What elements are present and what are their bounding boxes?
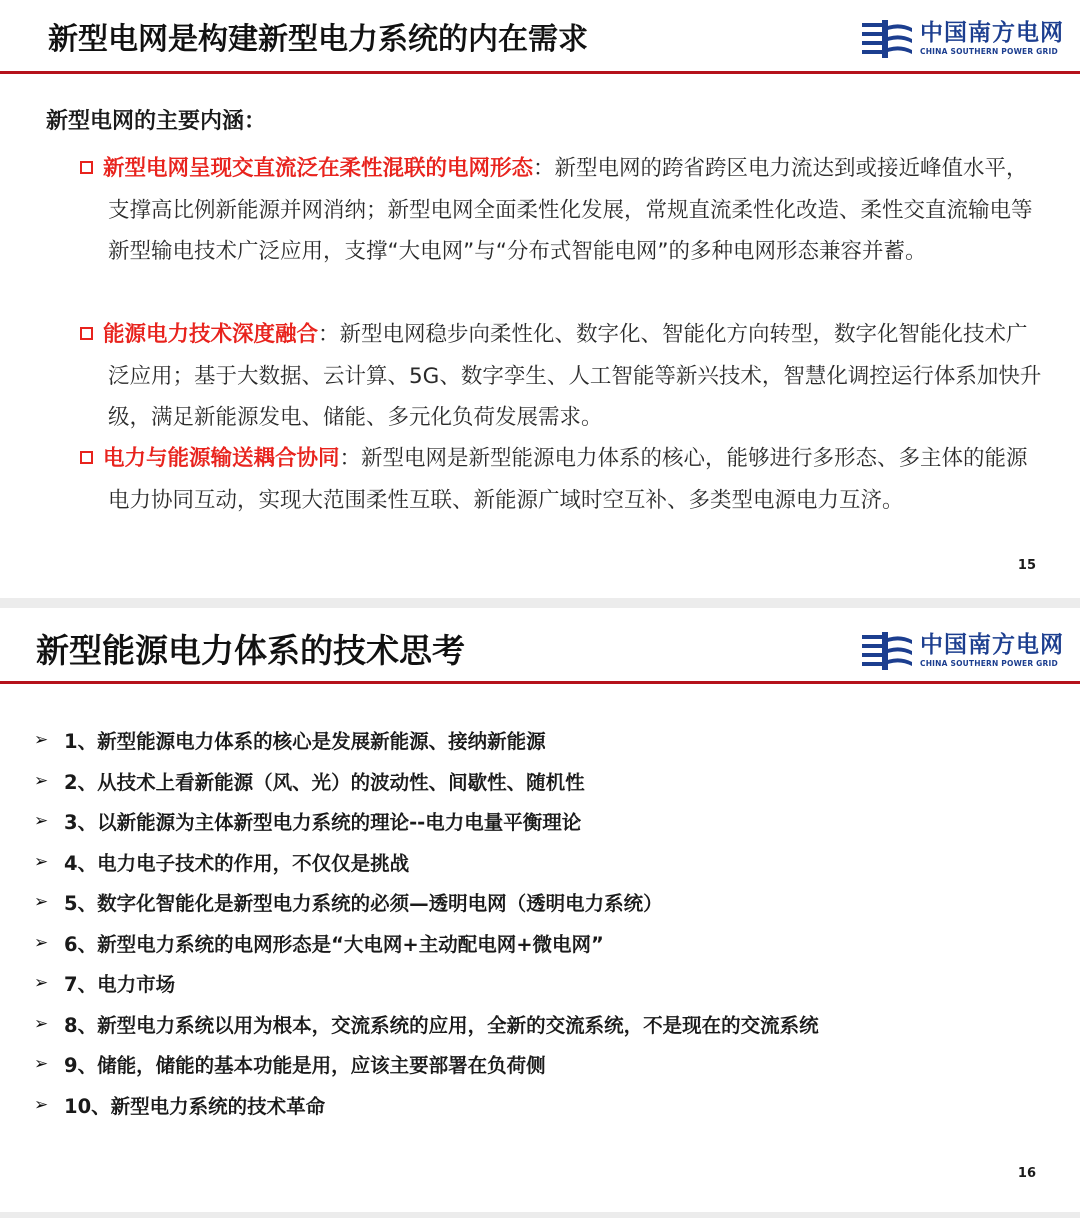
arrow-bullet-icon: ➢ xyxy=(34,1054,49,1075)
list-item-text: 3、以新能源为主体新型电力系统的理论--电力电量平衡理论 xyxy=(64,811,582,835)
point-text: ：新型电网的跨省跨区电力流达到或接近峰值水平，支撑高比例新能源并网消纳；新型电网全面柔性化发展，常规直流柔性化改造、柔性交直流输电等新型输电技术广泛应用，支撑“大电网”与“分布式智能电网”的多种电网形态兼容并蓄。 xyxy=(108,156,1033,264)
arrow-bullet-icon: ➢ xyxy=(34,932,49,953)
list-item-text: 4、电力电子技术的作用，不仅仅是挑战 xyxy=(64,851,410,875)
logo-en-text: CHINA SOUTHERN POWER GRID xyxy=(920,47,1058,57)
slide-title: 新型能源电力体系的技术思考 xyxy=(36,630,465,670)
logo-cn-text: 中国南方电网 xyxy=(920,632,1064,659)
slide-15 xyxy=(0,0,1080,598)
list-item xyxy=(34,1004,819,1045)
arrow-bullet-icon: ➢ xyxy=(34,811,49,832)
list-item-text: 5、数字化智能化是新型电力系统的必须—透明电网（透明电力系统） xyxy=(64,892,663,916)
section-subtitle: 新型电网的主要内涵： xyxy=(46,109,267,134)
list-item xyxy=(34,1085,819,1126)
list-item-text: 6、新型电力系统的电网形态是“大电网+主动配电网+微电网” xyxy=(64,932,604,956)
arrow-bullet-icon: ➢ xyxy=(34,730,49,751)
list-item xyxy=(34,882,819,923)
arrow-bullet-icon: ➢ xyxy=(34,1013,49,1034)
list-item xyxy=(34,761,819,802)
list-item-text: 7、电力市场 xyxy=(64,973,176,997)
checkbox-bullet-icon xyxy=(80,327,93,340)
arrow-bullet-icon: ➢ xyxy=(34,770,49,791)
point-text: ：新型电网稳步向柔性化、数字化、智能化方向转型，数字化智能化技术广泛应用；基于大数据、云计算、5G、数字孪生、人工智能等新兴技术，智慧化调控运行体系加快升级，满足新能源发电、储能、多元化负荷发展需求。 xyxy=(108,322,1042,430)
list-item-text: 1、新型能源电力体系的核心是发展新能源、接纳新能源 xyxy=(64,730,546,754)
logo-en-text: CHINA SOUTHERN POWER GRID xyxy=(920,659,1058,669)
company-logo xyxy=(862,20,1064,58)
list-item xyxy=(34,923,819,964)
list-item xyxy=(34,801,819,842)
point-text: ：新型电网是新型能源电力体系的核心，能够进行多形态、多主体的能源电力协同互动，实现大范围柔性互联、新能源广域时空互补、多类型电源电力互济。 xyxy=(108,446,1028,513)
power-grid-logo-icon xyxy=(862,632,912,670)
point-highlight: 新型电网呈现交直流泛在柔性混联的电网形态 xyxy=(103,156,534,181)
point-3 xyxy=(80,438,1048,521)
title-divider xyxy=(0,71,1080,74)
arrow-bullet-icon: ➢ xyxy=(34,973,49,994)
list-item-text: 9、储能，储能的基本功能是用，应该主要部署在负荷侧 xyxy=(64,1054,546,1078)
list-item xyxy=(34,842,819,883)
list-item-text: 8、新型电力系统以用为根本，交流系统的应用，全新的交流系统，不是现在的交流系统 xyxy=(64,1013,819,1037)
point-1 xyxy=(80,148,1048,273)
list-item xyxy=(34,963,819,1004)
title-divider xyxy=(0,681,1080,684)
thought-list xyxy=(34,720,819,1125)
page-number: 16 xyxy=(1017,1166,1036,1181)
page-number: 15 xyxy=(1017,558,1036,573)
list-item xyxy=(34,1044,819,1085)
point-highlight: 电力与能源输送耦合协同 xyxy=(103,446,340,471)
arrow-bullet-icon: ➢ xyxy=(34,851,49,872)
logo-cn-text: 中国南方电网 xyxy=(920,20,1064,47)
arrow-bullet-icon: ➢ xyxy=(34,892,49,913)
checkbox-bullet-icon xyxy=(80,161,93,174)
list-item-text: 10、新型电力系统的技术革命 xyxy=(64,1094,326,1118)
power-grid-logo-icon xyxy=(862,20,912,58)
point-highlight: 能源电力技术深度融合 xyxy=(103,322,319,347)
slide-title: 新型电网是构建新型电力系统的内在需求 xyxy=(48,22,588,57)
arrow-bullet-icon: ➢ xyxy=(34,1094,49,1115)
list-item-text: 2、从技术上看新能源（风、光）的波动性、间歇性、随机性 xyxy=(64,770,585,794)
point-2 xyxy=(80,314,1048,439)
checkbox-bullet-icon xyxy=(80,451,93,464)
list-item xyxy=(34,720,819,761)
slide-16 xyxy=(0,608,1080,1212)
company-logo xyxy=(862,632,1064,670)
